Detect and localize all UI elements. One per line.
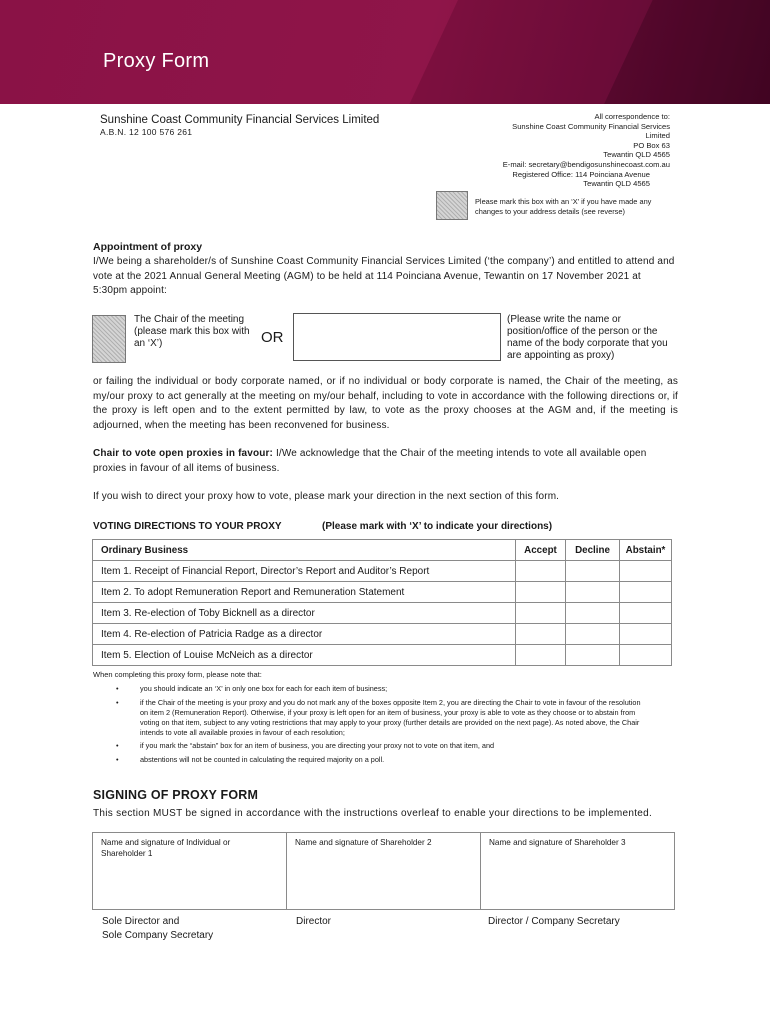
company-name: Sunshine Coast Community Financial Services Limited (100, 114, 380, 126)
role-director-secretary: Director / Company Secretary (488, 916, 620, 927)
signature-box-label: Name and signature of Shareholder 3 (489, 838, 626, 847)
company-abn: A.B.N. 12 100 576 261 (100, 127, 193, 137)
correspondence-address (503, 112, 670, 189)
role-label: Sole Director and (102, 916, 180, 927)
signing-heading: SIGNING OF PROXY FORM (93, 788, 259, 802)
open-proxies-heading: Chair to vote open proxies in favour: (93, 448, 274, 459)
abstain-checkbox[interactable] (620, 603, 672, 624)
list-item (116, 684, 648, 694)
abstain-checkbox[interactable] (620, 624, 672, 645)
notes-heading: When completing this proxy form, please note that: (93, 670, 262, 679)
correspondence-line: All correspondence to: (594, 112, 670, 121)
accept-checkbox[interactable] (516, 561, 566, 582)
or-label: OR (261, 329, 284, 346)
column-decline: Decline (566, 540, 620, 561)
voting-subheading: (Please mark with ‘X’ to indicate your directions) (322, 521, 553, 532)
accept-checkbox[interactable] (516, 582, 566, 603)
item-label: Item 1. Receipt of Financial Report, Director’s Report and Auditor’s Report (93, 561, 516, 582)
appointment-text: I/We being a shareholder/s of Sunshine Coast Community Financial Services Limited (‘the company’) and entitled to attend and vote at the 2021 Annual General Meeting (AGM) to be held at 114 Poinciana Avenue, Tewantin on 17 November 2021 at 5:30pm appoint: (93, 256, 675, 296)
item-label: Item 3. Re-election of Toby Bicknell as a director (93, 603, 516, 624)
signature-box-label: Name and signature of Individual or Shareholder 1 (101, 838, 231, 858)
list-item (116, 698, 648, 738)
table-row (93, 561, 672, 582)
signature-table (92, 832, 675, 910)
note-text: if the Chair of the meeting is your proxy and you do not mark any of the boxes opposite Item 2, you are directing the Chair to vote in favour of the resolution on item 2 (Remuneration Report). Otherwise, if your proxy is left open for an item of business, your proxy is able to vote as they choose or to abstain from voting on that item, subject to any voting restrictions that may apply to your proxy (further details are provided on the next page). As noted above, the Chair intends to vote all available proxies in favour of each resolution; (140, 697, 641, 737)
abstain-checkbox[interactable] (620, 582, 672, 603)
item-label: Item 2. To adopt Remuneration Report and Remuneration Statement (93, 582, 516, 603)
address-change-note: Please mark this box with an ‘X’ if you have made any changes to your address details (see reverse) (475, 197, 652, 216)
table-row (93, 603, 672, 624)
decline-checkbox[interactable] (566, 582, 620, 603)
accept-checkbox[interactable] (516, 624, 566, 645)
signature-box-label: Name and signature of Shareholder 2 (295, 838, 432, 847)
item-label: Item 4. Re-election of Patricia Radge as a director (93, 624, 516, 645)
correspondence-line: E-mail: secretary@bendigosunshinecoast.com.au (502, 159, 670, 169)
item-label: Item 5. Election of Louise McNeich as a director (93, 645, 516, 666)
role-director: Director (296, 916, 332, 927)
decline-checkbox[interactable] (566, 624, 620, 645)
signature-box-shareholder-3[interactable] (481, 833, 675, 910)
column-accept: Accept (516, 540, 566, 561)
note-text: you should indicate an ‘X’ in only one box for each for each item of business; (140, 684, 388, 693)
accept-checkbox[interactable] (516, 645, 566, 666)
direct-vote-text: If you wish to direct your proxy how to vote, please mark your direction in the next section of this form. (93, 491, 560, 502)
abstain-checkbox[interactable] (620, 645, 672, 666)
correspondence-line: Sunshine Coast Community Financial Services (512, 121, 670, 131)
signature-box-shareholder-1[interactable] (93, 833, 287, 910)
decline-checkbox[interactable] (566, 561, 620, 582)
table-row (93, 582, 672, 603)
signature-box-shareholder-2[interactable] (287, 833, 481, 910)
page-title: Proxy Form (103, 50, 210, 72)
column-abstain: Abstain* (620, 540, 672, 561)
bullet-icon: • (116, 697, 119, 707)
correspondence-line: Registered Office: 114 Poinciana Avenue (512, 169, 650, 179)
appointment-heading: Appointment of proxy (93, 241, 203, 253)
accept-checkbox[interactable] (516, 603, 566, 624)
correspondence-line: Tewantin QLD 4565 (583, 179, 650, 189)
bullet-icon: • (116, 754, 119, 764)
signing-instructions: This section MUST be signed in accordance with the instructions overleaf to enable your directions to be implemented. (93, 808, 653, 819)
note-text: abstentions will not be counted in calculating the required majority on a poll. (140, 754, 385, 764)
table-row (93, 624, 672, 645)
correspondence-line: Tewantin QLD 4565 (603, 150, 670, 160)
proxy-name-input[interactable] (293, 313, 501, 361)
column-ordinary-business: Ordinary Business (93, 540, 516, 561)
chair-checkbox[interactable] (92, 315, 126, 363)
role-sole-director (102, 915, 213, 943)
voting-heading: VOTING DIRECTIONS TO YOUR PROXY (93, 521, 282, 532)
role-label: Sole Company Secretary (102, 930, 214, 941)
proxy-name-note: (Please write the name or position/office of the person or the name of the body corporate that you are appointing as proxy) (507, 314, 668, 361)
address-change-checkbox[interactable] (436, 191, 468, 220)
notes-list (116, 684, 648, 768)
open-proxies-text: I/We acknowledge that the Chair of the meeting intends to vote all available open proxies in favour of all items of business. (93, 448, 647, 474)
failing-text: or failing the individual or body corporate named, or if no individual or body corporate is named, the Chair of the meeting, as my/our proxy to act generally at the meeting on my/our behalf, including to vote in accordance with the following directions or, if the proxy is left open and to the extent permitted by law, to vote as the proxy chooses at the AGM and, if the meeting is adjourned, when the meeting has been reconvened for business. (93, 376, 678, 431)
abstain-checkbox[interactable] (620, 561, 672, 582)
decline-checkbox[interactable] (566, 603, 620, 624)
correspondence-line: PO Box 63 (633, 140, 670, 150)
chair-option-label: The Chair of the meeting (please mark this box with an ‘X’) (134, 314, 250, 349)
list-item (116, 755, 648, 765)
header-banner (0, 0, 770, 104)
signature-row (93, 833, 675, 910)
decline-checkbox[interactable] (566, 645, 620, 666)
correspondence-line: Limited (645, 131, 670, 141)
bullet-icon: • (116, 684, 119, 693)
list-item (116, 741, 648, 751)
voting-table-header (93, 540, 672, 561)
table-row (93, 645, 672, 666)
voting-table (92, 539, 672, 666)
open-proxies-paragraph (93, 447, 678, 476)
bullet-icon: • (116, 741, 119, 750)
note-text: if you mark the “abstain” box for an item of business, you are directing your proxy not to vote on that item, and (140, 741, 495, 750)
